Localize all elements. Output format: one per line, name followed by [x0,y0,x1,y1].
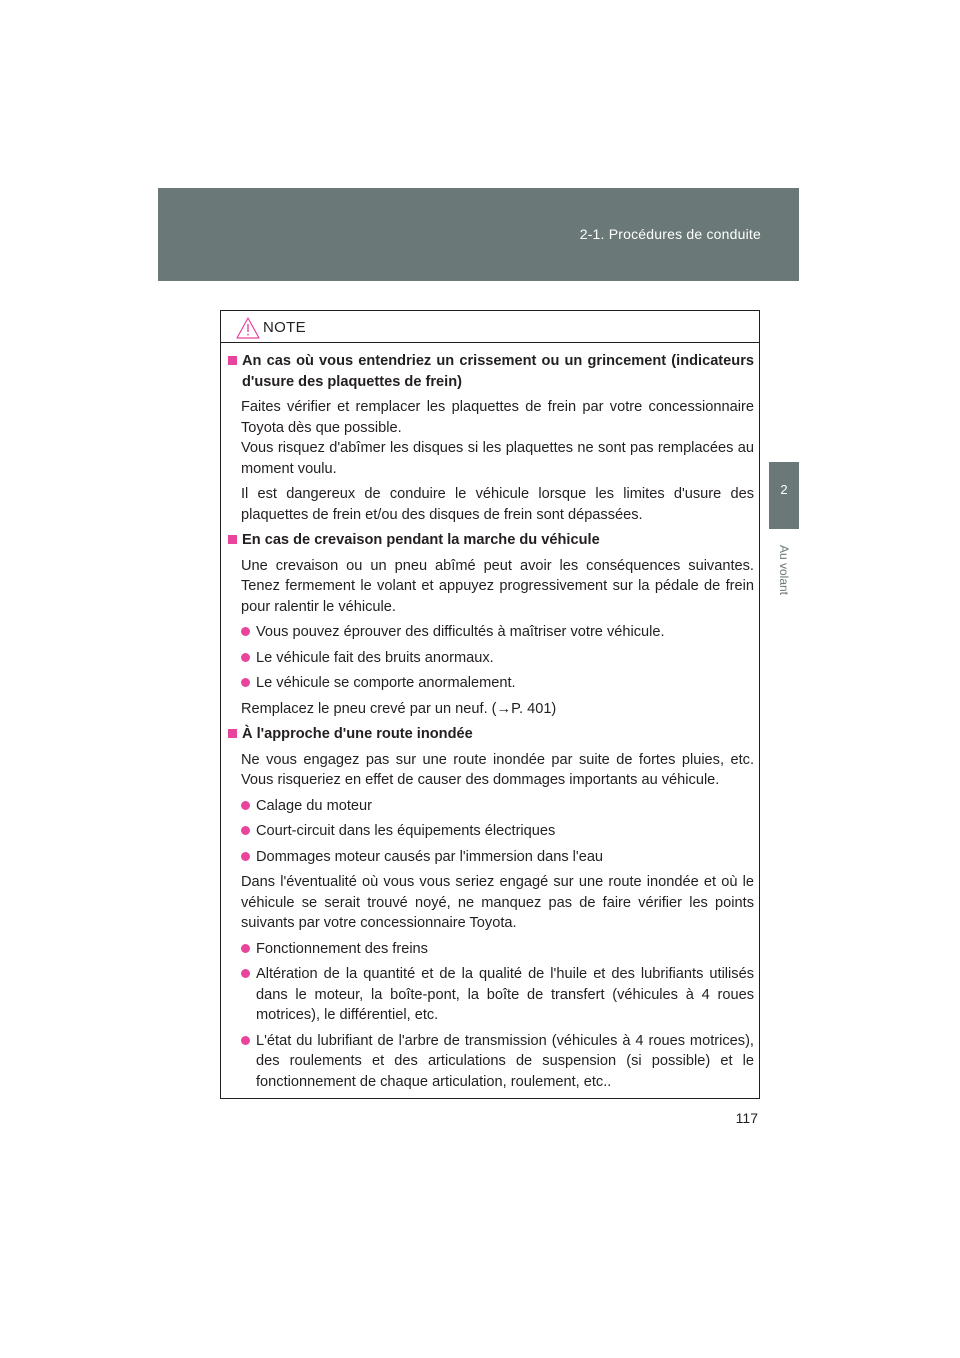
list-item-text: L'état du lubrifiant de l'arbre de transmission (véhicules à 4 roues motrices), des roulements et des articulations de suspension (si possible) et le fonctionnement de chaque articulation, roulement, etc.. [256,1032,754,1090]
list-item [228,939,754,960]
list-item [228,1031,754,1093]
paragraph: Une crevaison ou un pneu abîmé peut avoir les conséquences suivantes. Tenez fermement le volant et appuyez progressivement sur la pédale de frein pour ralentir le véhicule. [241,557,754,615]
list-item-text: Altération de la quantité et de la qualité de l'huile et des lubrifiants utilisés dans le moteur, la boîte-pont, la boîte de transfert (véhicules à 4 roues motrices), le différentiel, etc. [256,966,754,1023]
section-heading-text: En cas de crevaison pendant la marche du véhicule [242,532,600,548]
list-item [228,622,754,643]
list-item [228,821,754,842]
square-bullet-icon [228,729,237,738]
list-item-text: Vous pouvez éprouver des difficultés à maîtriser votre véhicule. [256,624,665,640]
page-number: 117 [735,1110,758,1126]
list-item-text: Le véhicule fait des bruits anormaux. [256,649,494,666]
list-item [228,964,754,1026]
section-heading [228,724,754,745]
section-heading [228,530,754,551]
paragraph: Dans l'éventualité où vous vous seriez engagé sur une route inondée et où le véhicule se serait trouvé noyé, ne manquez pas de faire vérifier les points suivants par votre concessionnaire Toyota. [241,874,754,931]
list-item [228,847,754,868]
list-item-text: Calage du moteur [256,797,373,814]
warning-triangle-icon [236,317,260,339]
section-heading [228,351,754,392]
chapter-number: 2 [780,482,788,497]
section-title: 2-1. Procédures de conduite [579,226,761,242]
paragraph: Ne vous engagez pas sur une route inondée par suite de fortes pluies, etc. Vous risqueriez en effet de causer des dommages importants au véhicule. [241,751,754,788]
round-bullet-icon [241,826,250,835]
note-body [228,351,754,1097]
list-item [228,796,754,817]
square-bullet-icon [228,356,237,365]
list-item [228,648,754,669]
paragraph: Faites vérifier et remplacer les plaquettes de frein par votre concessionnaire Toyota dès que possible. [241,399,754,436]
section-heading-text: An cas où vous entendriez un crissement ou un grincement (indicateurs d'usure des plaquettes de frein) [242,353,754,390]
note-header [221,311,759,343]
list-item-text: Dommages moteur causés par l'immersion dans l'eau [256,848,604,865]
list-item-text: Le véhicule se comporte anormalement. [256,675,516,691]
round-bullet-icon [241,801,250,810]
round-bullet-icon [241,944,250,953]
chapter-label-text: Au volant [777,544,792,596]
round-bullet-icon [241,627,250,636]
square-bullet-icon [228,535,237,544]
round-bullet-icon [241,852,250,861]
list-item-text: Fonctionnement des freins [256,940,428,957]
paragraph: Remplacez le pneu crevé par un neuf. (→P. 401) [241,700,557,717]
note-box [220,310,760,1099]
list-item-text: Court-circuit dans les équipements électriques [256,823,556,839]
round-bullet-icon [241,653,250,662]
paragraph: Vous risquez d'abîmer les disques si les plaquettes ne sont pas remplacées au moment voulu. [241,440,754,477]
note-label: NOTE [263,319,306,336]
list-item [228,673,754,694]
chapter-tab [769,462,799,529]
round-bullet-icon [241,1036,250,1045]
section-heading-text: À l'approche d'une route inondée [242,726,473,742]
paragraph: Il est dangereux de conduire le véhicule lorsque les limites d'usure des plaquettes de frein et/ou des disques de frein sont dépassées. [241,486,754,523]
section-header-band [158,188,799,281]
round-bullet-icon [241,678,250,687]
round-bullet-icon [241,969,250,978]
chapter-label [770,537,798,603]
